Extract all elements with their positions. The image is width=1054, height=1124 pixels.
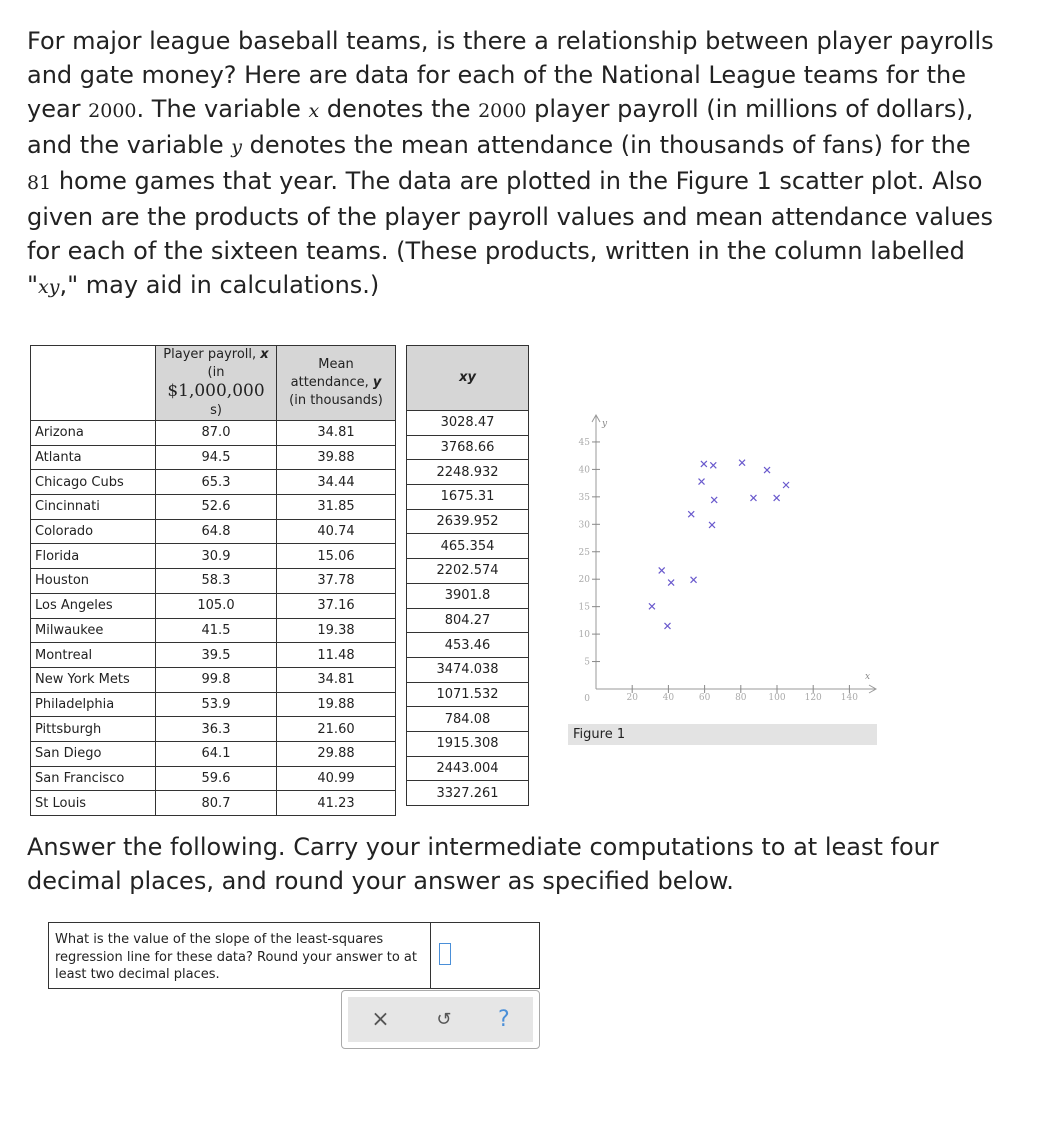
label: x: [260, 347, 269, 362]
table-row: [407, 731, 529, 756]
team-name: Milwaukee: [31, 618, 156, 643]
xy-header: [407, 346, 529, 411]
y-axis-label: y: [602, 419, 608, 429]
table-row: [31, 667, 396, 692]
table-row: [407, 781, 529, 806]
data-point: [701, 461, 707, 467]
data-point: [710, 462, 716, 468]
table-row: [407, 608, 529, 633]
team-name: Arizona: [31, 421, 156, 446]
data-point: [668, 580, 674, 586]
table-row: [407, 435, 529, 460]
y-tick-label: 15: [578, 602, 590, 613]
xy-table: [406, 345, 529, 806]
table-row: [407, 756, 529, 781]
team-name: St Louis: [31, 791, 156, 816]
data-point: [688, 511, 694, 517]
data-point: [699, 479, 705, 485]
xy-value: 2443.004: [407, 756, 529, 781]
payroll-header: [156, 346, 277, 421]
team-name: Los Angeles: [31, 593, 156, 618]
attendance-value: 34.81: [277, 421, 396, 446]
payroll-value: 39.5: [156, 643, 277, 668]
table-row: [407, 485, 529, 510]
payroll-value: 53.9: [156, 692, 277, 717]
payroll-value: 87.0: [156, 421, 277, 446]
y-tick-label: 5: [584, 657, 590, 668]
team-name: Atlanta: [31, 445, 156, 470]
y-tick-label: 25: [578, 547, 590, 558]
payroll-value: 105.0: [156, 593, 277, 618]
x-tick-label: 140: [840, 693, 858, 703]
team-name: Houston: [31, 569, 156, 594]
data-point: [649, 603, 655, 609]
undo-button[interactable]: ↺: [436, 1009, 452, 1030]
xy-value: 1675.31: [407, 485, 529, 510]
payroll-value: 64.1: [156, 741, 277, 766]
y-tick-label: 20: [578, 575, 590, 586]
y-tick-label: 35: [578, 492, 590, 503]
data-point: [750, 495, 756, 501]
data-point: [711, 497, 717, 503]
table-row: [31, 692, 396, 717]
table-row: [31, 519, 396, 544]
attendance-value: 37.78: [277, 569, 396, 594]
table-row: [31, 544, 396, 569]
table-row: [407, 682, 529, 707]
payroll-value: 99.8: [156, 667, 277, 692]
team-name: Philadelphia: [31, 692, 156, 717]
table-row: [31, 741, 396, 766]
table-row: [407, 707, 529, 732]
attendance-value: 31.85: [277, 495, 396, 520]
table-row: [31, 593, 396, 618]
xy-value: 2248.932: [407, 460, 529, 485]
data-point: [659, 567, 665, 573]
payroll-value: 64.8: [156, 519, 277, 544]
attendance-header: [277, 346, 396, 421]
table-row: [31, 421, 396, 446]
table-row: [407, 559, 529, 584]
xy-value: 453.46: [407, 633, 529, 658]
xy-value: 2202.574: [407, 559, 529, 584]
xy-value: 3768.66: [407, 435, 529, 460]
problem-statement: [27, 24, 1002, 304]
text: ," may aid in calculations.): [59, 271, 380, 299]
data-point: [664, 623, 670, 629]
figure-caption: Figure 1: [568, 724, 877, 745]
xy-value: 465.354: [407, 534, 529, 559]
payroll-value: 65.3: [156, 470, 277, 495]
data-point: [764, 467, 770, 473]
table-row: [407, 657, 529, 682]
team-name: San Diego: [31, 741, 156, 766]
team-name: Florida: [31, 544, 156, 569]
var-xy: xy: [38, 276, 60, 298]
label: attendance,: [290, 375, 373, 390]
team-name: Chicago Cubs: [31, 470, 156, 495]
xy-value: 3327.261: [407, 781, 529, 806]
payroll-value: 94.5: [156, 445, 277, 470]
attendance-value: 15.06: [277, 544, 396, 569]
x-tick-label: 40: [662, 693, 675, 703]
text: denotes the: [319, 95, 479, 123]
text: home games that year. The data are plotted in the Figure 1 scatter plot. Also given are the products of the player payroll values and mean attendance values for each of the sixteen teams. (These products, written in the column labelled ": [27, 167, 994, 299]
payroll-value: 30.9: [156, 544, 277, 569]
table-row: [407, 534, 529, 559]
data-point: [691, 577, 697, 583]
label: $1,000,000: [167, 381, 265, 401]
answer-toolbar: [341, 990, 540, 1049]
x-tick-label: 20: [626, 693, 638, 703]
xy-value: 3028.47: [407, 411, 529, 436]
clear-button[interactable]: ×: [371, 1007, 390, 1032]
text: For major league baseball teams, is there a relationship between player payrolls and gate money? Here are data for each of the National League teams for the year: [27, 27, 994, 123]
data-point: [783, 482, 789, 488]
attendance-value: 34.81: [277, 667, 396, 692]
text: denotes the mean attendance (in thousands of fans) for the: [241, 131, 971, 159]
table-row: [407, 509, 529, 534]
slope-answer-input[interactable]: [439, 943, 451, 965]
attendance-value: 21.60: [277, 717, 396, 742]
x-tick-label: 100: [768, 693, 786, 703]
x-tick-label: 60: [698, 693, 711, 703]
question-box: [48, 922, 540, 989]
table-row: [31, 766, 396, 791]
table-row: [407, 583, 529, 608]
var-y: y: [231, 136, 242, 158]
attendance-value: 40.74: [277, 519, 396, 544]
help-button[interactable]: ?: [498, 1007, 510, 1032]
attendance-value: 37.16: [277, 593, 396, 618]
table-row: [31, 791, 396, 816]
year: 2000: [478, 100, 527, 122]
data-point: [709, 522, 715, 528]
team-name: Montreal: [31, 643, 156, 668]
attendance-value: 19.38: [277, 618, 396, 643]
label: y: [372, 375, 382, 390]
attendance-value: 41.23: [277, 791, 396, 816]
attendance-value: 19.88: [277, 692, 396, 717]
year: 2000: [88, 100, 137, 122]
label: (in: [207, 365, 225, 380]
label: (in thousands): [289, 393, 383, 408]
table-row: [407, 633, 529, 658]
data-table: [30, 345, 396, 816]
label: xy: [459, 370, 476, 385]
label: s): [210, 403, 222, 418]
table-row: [31, 470, 396, 495]
origin-label: 0: [584, 694, 590, 704]
attendance-value: 29.88: [277, 741, 396, 766]
table-row: [31, 618, 396, 643]
question-text: What is the value of the slope of the least-squares regression line for these data? Round your answer to at least two decimal places.: [49, 923, 431, 988]
payroll-value: 36.3: [156, 717, 277, 742]
xy-value: 804.27: [407, 608, 529, 633]
team-name: San Francisco: [31, 766, 156, 791]
y-tick-label: 30: [578, 520, 590, 531]
xy-value: 3901.8: [407, 583, 529, 608]
scatter-plot: [560, 410, 890, 720]
attendance-value: 11.48: [277, 643, 396, 668]
y-tick-label: 45: [578, 437, 590, 448]
games-count: 81: [27, 172, 52, 194]
team-header: [31, 346, 156, 421]
payroll-value: 52.6: [156, 495, 277, 520]
table-row: [31, 569, 396, 594]
xy-value: 784.08: [407, 707, 529, 732]
data-point: [774, 495, 780, 501]
team-name: Colorado: [31, 519, 156, 544]
label: Player payroll,: [163, 347, 261, 362]
x-axis-label: x: [865, 672, 871, 682]
attendance-value: 34.44: [277, 470, 396, 495]
text: player payroll (in millions of dollars), and the variable: [27, 95, 974, 159]
table-row: [31, 717, 396, 742]
payroll-value: 80.7: [156, 791, 277, 816]
x-tick-label: 80: [735, 693, 747, 703]
y-tick-label: 10: [578, 630, 590, 641]
xy-value: 1915.308: [407, 731, 529, 756]
table-row: [31, 495, 396, 520]
table-row: [31, 643, 396, 668]
y-tick-label: 40: [578, 465, 590, 476]
text: . The variable: [136, 95, 309, 123]
x-tick-label: 120: [804, 693, 822, 703]
attendance-value: 40.99: [277, 766, 396, 791]
xy-value: 3474.038: [407, 657, 529, 682]
payroll-value: 41.5: [156, 618, 277, 643]
label: Mean: [318, 357, 354, 372]
table-row: [31, 445, 396, 470]
xy-value: 2639.952: [407, 509, 529, 534]
team-name: Cincinnati: [31, 495, 156, 520]
var-x: x: [308, 100, 320, 122]
payroll-value: 58.3: [156, 569, 277, 594]
team-name: New York Mets: [31, 667, 156, 692]
team-name: Pittsburgh: [31, 717, 156, 742]
data-point: [739, 460, 745, 466]
payroll-value: 59.6: [156, 766, 277, 791]
instructions: Answer the following. Carry your intermediate computations to at least four decimal places, and round your answer as specified below.: [27, 833, 939, 895]
xy-value: 1071.532: [407, 682, 529, 707]
attendance-value: 39.88: [277, 445, 396, 470]
table-row: [407, 411, 529, 436]
table-row: [407, 460, 529, 485]
